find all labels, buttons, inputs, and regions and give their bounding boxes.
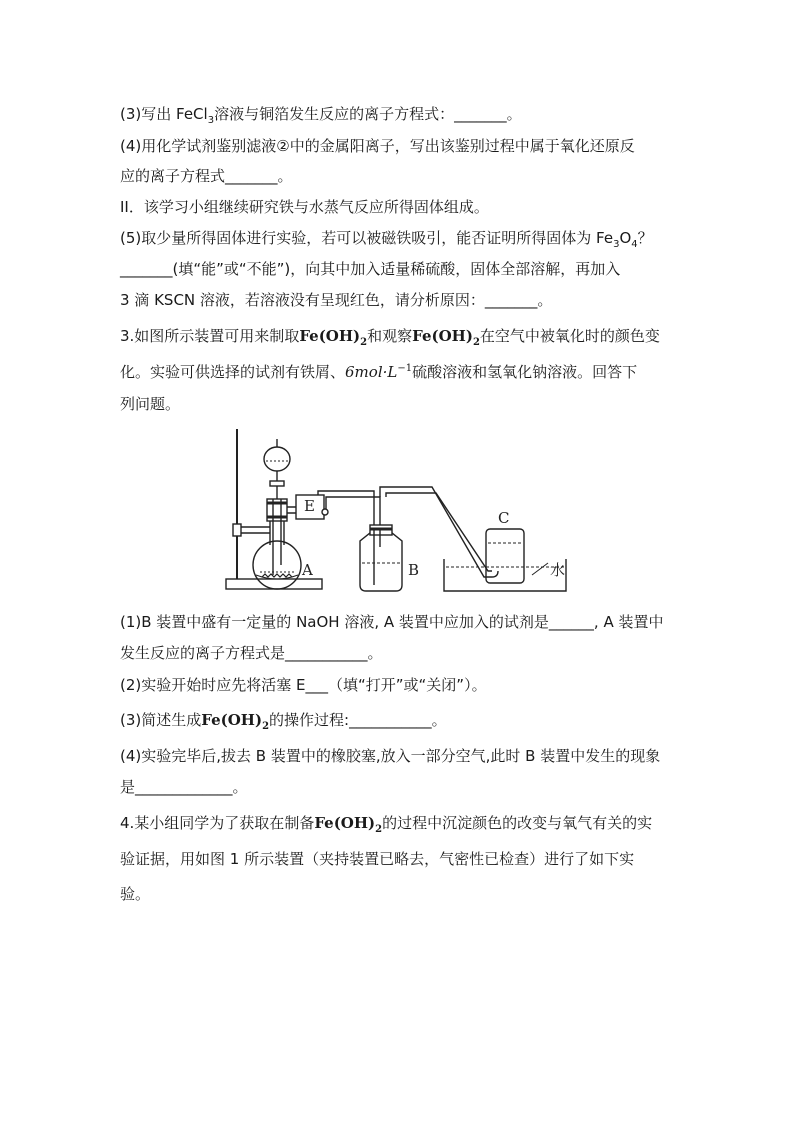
question-3-fecl3: (3)写出 FeCl$_3$溶液与铜箔发生反应的离子方程式：_______。 — [120, 105, 522, 126]
stand-base — [226, 579, 322, 589]
flask-a — [253, 541, 301, 589]
p3-question-2: (2)实验开始时应先将活塞 E___（填“打开”或“关闭”）。 — [120, 676, 487, 694]
problem-3-line1: 3.如图所示装置可用来制取$Fe(OH)_2$和观察$Fe(OH)_2$在空气中被氧化时的颜色变 — [120, 327, 660, 348]
separatory-funnel — [264, 447, 290, 471]
p3-question-4-line1: (4)实验完毕后,拔去 B 装置中的橡胶塞,放入一部分空气,此时 B 装置中发生的现象 — [120, 747, 661, 765]
bottle-b — [360, 533, 402, 591]
question-5-line2: _______(填“能”或“不能”)，向其中加入适量稀硫酸，固体全部溶解，再加入 — [120, 260, 621, 278]
question-5-line3: 3 滴 KSCN 溶液，若溶液没有呈现红色，请分析原因：_______。 — [120, 291, 553, 309]
problem-3-line2: 化。实验可供选择的试剂有铁屑、$6mol\cdot L^{-1}$硫酸溶液和氢氧化钠溶液。回答下 — [120, 363, 638, 381]
p3-question-3: (3)简述生成$Fe(OH)_2$的操作过程:___________。 — [120, 711, 447, 732]
problem-3-line3: 列问题。 — [120, 395, 181, 413]
label-c: C — [498, 509, 510, 527]
p3-question-1-line1: (1)B 装置中盛有一定量的 NaOH 溶液, A 装置中应加入的试剂是______, A 装置中 — [120, 613, 664, 631]
p3-question-4-line2: 是_____________。 — [120, 778, 248, 796]
question-5-line1: (5)取少量所得固体进行实验，若可以被磁铁吸引，能否证明所得固体为 $Fe_3O_4$？ — [120, 229, 653, 250]
question-4-line1: (4)用化学试剂鉴别滤液②中的金属阳离子，写出该鉴别过程中属于氧化还原反 — [120, 137, 635, 155]
label-water: 水 — [550, 561, 566, 579]
problem-4-line3: 验。 — [120, 885, 151, 903]
apparatus-figure — [222, 425, 582, 597]
label-e: E — [304, 497, 315, 515]
label-b: B — [408, 561, 420, 579]
problem-4-line2: 验证据，用如图 1 所示装置（夹持装置已略去，气密性已检查）进行了如下实 — [120, 850, 635, 868]
p3-question-1-line2: 发生反应的离子方程式是___________。 — [120, 644, 383, 662]
problem-4-line1: 4.某小组同学为了获取在制备$Fe(OH)_2$的过程中沉淀颜色的改变与氧气有关的实 — [120, 814, 653, 835]
part-2-header: II．该学习小组继续研究铁与水蒸气反应所得固体组成。 — [120, 198, 489, 216]
question-4-line2: 应的离子方程式_______。 — [120, 167, 293, 185]
label-a: A — [302, 561, 313, 579]
collection-bottle-c — [486, 529, 524, 583]
